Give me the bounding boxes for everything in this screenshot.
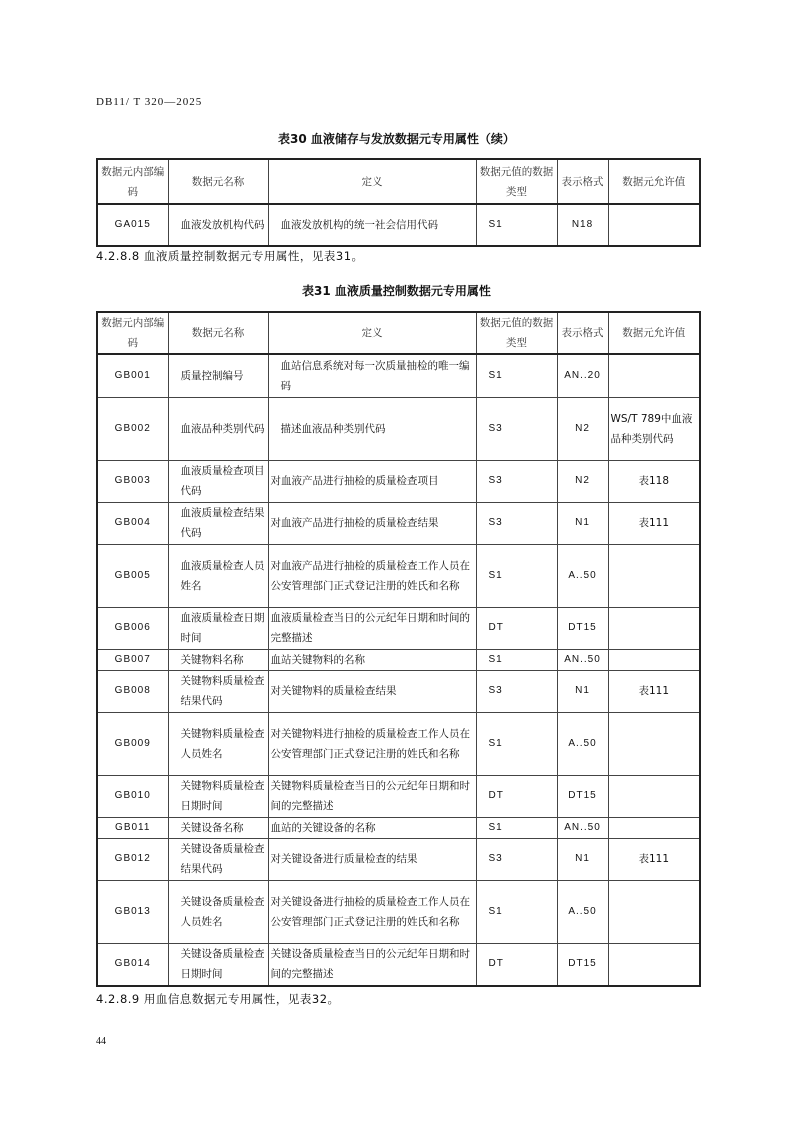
column-header: 表示格式 [557, 312, 608, 354]
table-row [97, 460, 700, 502]
allowed-value-cell [608, 649, 700, 670]
datatype-cell: DT [476, 607, 557, 649]
column-header: 数据元名称 [168, 159, 268, 204]
table-row [97, 712, 700, 775]
name-cell: 血液质量检查结果代码 [168, 502, 268, 544]
section-4-2-8-9: 4.2.8.9 用血信息数据元专用属性，见表32。 [96, 992, 340, 1006]
table-row [97, 670, 700, 712]
table30-caption: 表30 血液储存与发放数据元专用属性（续） [278, 132, 515, 146]
table-row [97, 502, 700, 544]
datatype-cell: S1 [476, 354, 557, 397]
datatype-cell: S1 [476, 817, 557, 838]
code-cell: GB005 [97, 544, 168, 607]
format-cell: DT15 [557, 775, 608, 817]
allowed-value-cell: 表111 [608, 670, 700, 712]
definition-cell: 对血液产品进行抽检的质量检查项目 [268, 460, 476, 502]
table-row [97, 817, 700, 838]
table30 [96, 158, 701, 247]
allowed-value-cell [608, 943, 700, 986]
allowed-value-cell [608, 204, 700, 246]
column-header: 定义 [268, 312, 476, 354]
name-cell: 关键物料名称 [168, 649, 268, 670]
name-cell: 关键设备质量检查日期时间 [168, 943, 268, 986]
column-header: 定义 [268, 159, 476, 204]
definition-cell: 对血液产品进行抽检的质量检查结果 [268, 502, 476, 544]
table-row [97, 649, 700, 670]
column-header: 数据元内部编码 [97, 159, 168, 204]
allowed-value-cell: WS/T 789中血液品种类别代码 [608, 397, 700, 460]
datatype-cell: S3 [476, 670, 557, 712]
allowed-value-cell [608, 880, 700, 943]
format-cell: N18 [557, 204, 608, 246]
definition-cell: 描述血液品种类别代码 [268, 397, 476, 460]
definition-cell: 血站关键物料的名称 [268, 649, 476, 670]
name-cell: 关键设备名称 [168, 817, 268, 838]
datatype-cell: S1 [476, 544, 557, 607]
format-cell: N2 [557, 397, 608, 460]
definition-cell: 对关键物料进行抽检的质量检查工作人员在公安管理部门正式登记注册的姓氏和名称 [268, 712, 476, 775]
table31-caption: 表31 血液质量控制数据元专用属性 [302, 284, 491, 298]
code-cell: GB011 [97, 817, 168, 838]
table-row [97, 880, 700, 943]
code-cell: GB012 [97, 838, 168, 880]
name-cell: 关键物料质量检查结果代码 [168, 670, 268, 712]
allowed-value-cell [608, 607, 700, 649]
name-cell: 关键物料质量检查人员姓名 [168, 712, 268, 775]
code-cell: GB004 [97, 502, 168, 544]
name-cell: 血液质量检查日期时间 [168, 607, 268, 649]
datatype-cell: S1 [476, 880, 557, 943]
allowed-value-cell [608, 817, 700, 838]
document-id: DB11/ T 320—2025 [96, 96, 203, 108]
format-cell: N1 [557, 838, 608, 880]
format-cell: N2 [557, 460, 608, 502]
allowed-value-cell: 表111 [608, 502, 700, 544]
datatype-cell: DT [476, 943, 557, 986]
table-row [97, 607, 700, 649]
definition-cell: 血站信息系统对每一次质量抽检的唯一编码 [268, 354, 476, 397]
datatype-cell: S1 [476, 204, 557, 246]
allowed-value-cell: 表111 [608, 838, 700, 880]
format-cell: DT15 [557, 943, 608, 986]
name-cell: 血液品种类别代码 [168, 397, 268, 460]
table-row [97, 838, 700, 880]
definition-cell: 关键设备质量检查当日的公元纪年日期和时间的完整描述 [268, 943, 476, 986]
code-cell: GB007 [97, 649, 168, 670]
format-cell: N1 [557, 670, 608, 712]
name-cell: 关键设备质量检查结果代码 [168, 838, 268, 880]
table-row [97, 943, 700, 986]
name-cell: 血液发放机构代码 [168, 204, 268, 246]
table-row [97, 397, 700, 460]
column-header: 数据元值的数据类型 [476, 312, 557, 354]
allowed-value-cell [608, 712, 700, 775]
definition-cell: 对血液产品进行抽检的质量检查工作人员在公安管理部门正式登记注册的姓氏和名称 [268, 544, 476, 607]
table-row [97, 544, 700, 607]
allowed-value-cell: 表118 [608, 460, 700, 502]
format-cell: N1 [557, 502, 608, 544]
code-cell: GB002 [97, 397, 168, 460]
definition-cell: 关键物料质量检查当日的公元纪年日期和时间的完整描述 [268, 775, 476, 817]
column-header: 数据元值的数据类型 [476, 159, 557, 204]
datatype-cell: S3 [476, 502, 557, 544]
name-cell: 关键设备质量检查人员姓名 [168, 880, 268, 943]
table31 [96, 311, 701, 987]
column-header: 数据元内部编码 [97, 312, 168, 354]
column-header: 数据元允许值 [608, 312, 700, 354]
format-cell: AN..50 [557, 649, 608, 670]
format-cell: AN..20 [557, 354, 608, 397]
code-cell: GB006 [97, 607, 168, 649]
datatype-cell: DT [476, 775, 557, 817]
definition-cell: 血液质量检查当日的公元纪年日期和时间的完整描述 [268, 607, 476, 649]
datatype-cell: S1 [476, 712, 557, 775]
code-cell: GB008 [97, 670, 168, 712]
name-cell: 关键物料质量检查日期时间 [168, 775, 268, 817]
code-cell: GB003 [97, 460, 168, 502]
definition-cell: 对关键物料的质量检查结果 [268, 670, 476, 712]
allowed-value-cell [608, 354, 700, 397]
datatype-cell: S3 [476, 460, 557, 502]
page-number: 44 [96, 1036, 106, 1047]
code-cell: GB009 [97, 712, 168, 775]
code-cell: GB001 [97, 354, 168, 397]
name-cell: 血液质量检查项目代码 [168, 460, 268, 502]
name-cell: 血液质量检查人员姓名 [168, 544, 268, 607]
table-row [97, 204, 700, 246]
table-row [97, 354, 700, 397]
allowed-value-cell [608, 544, 700, 607]
name-cell: 质量控制编号 [168, 354, 268, 397]
definition-cell: 对关键设备进行质量检查的结果 [268, 838, 476, 880]
datatype-cell: S1 [476, 649, 557, 670]
format-cell: DT15 [557, 607, 608, 649]
code-cell: GA015 [97, 204, 168, 246]
datatype-cell: S3 [476, 838, 557, 880]
definition-cell: 血站的关键设备的名称 [268, 817, 476, 838]
definition-cell: 对关键设备进行抽检的质量检查工作人员在公安管理部门正式登记注册的姓氏和名称 [268, 880, 476, 943]
code-cell: GB014 [97, 943, 168, 986]
format-cell: A..50 [557, 544, 608, 607]
section-4-2-8-8: 4.2.8.8 血液质量控制数据元专用属性，见表31。 [96, 249, 364, 263]
datatype-cell: S3 [476, 397, 557, 460]
code-cell: GB010 [97, 775, 168, 817]
code-cell: GB013 [97, 880, 168, 943]
format-cell: A..50 [557, 712, 608, 775]
definition-cell: 血液发放机构的统一社会信用代码 [268, 204, 476, 246]
allowed-value-cell [608, 775, 700, 817]
format-cell: A..50 [557, 880, 608, 943]
format-cell: AN..50 [557, 817, 608, 838]
column-header: 数据元名称 [168, 312, 268, 354]
column-header: 数据元允许值 [608, 159, 700, 204]
table-row [97, 775, 700, 817]
column-header: 表示格式 [557, 159, 608, 204]
